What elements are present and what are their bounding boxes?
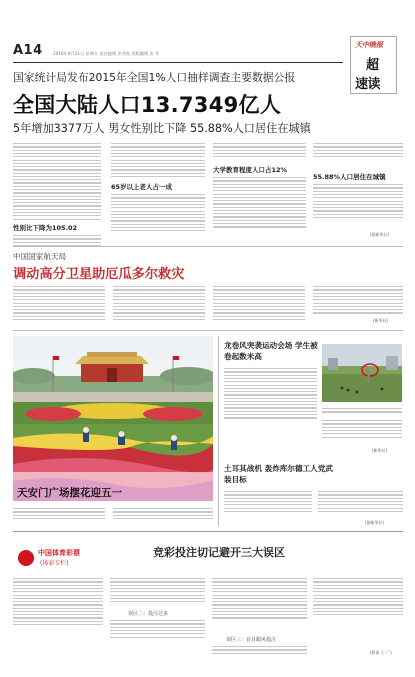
lead-headline: 全国大陆人口13.7349亿人: [13, 93, 282, 117]
lead-col4-text-b: [313, 182, 403, 220]
lead-subhead: 5年增加3377万人 男女性别比下降 55.88%人口居住在城镇: [13, 122, 311, 135]
lead-subtitle-urban: 55.88%人口居住在城镇: [313, 173, 386, 181]
lottery-logo-line2: (体彩专栏): [40, 560, 69, 567]
story3-text-b: [322, 418, 402, 440]
bottom-col4: [313, 576, 403, 617]
lead-subtitle-elderly: 65岁以上老人占一成: [111, 183, 173, 191]
story3-headline: [224, 340, 324, 362]
lottery-logo-line1: 中国体育彩票: [38, 549, 80, 557]
story2-kicker: 中国国家航天局: [13, 252, 67, 261]
bottom-credit: (彩体 于 广): [370, 650, 392, 655]
lead-credit: (据新华社): [370, 232, 390, 237]
lead-col2-text: [111, 141, 205, 179]
story4-headline-text: 土耳其战机 轰炸库尔德工人党武装目标: [224, 464, 333, 484]
bottom-col3: [212, 576, 307, 621]
tiananmen-flowers-photo: [13, 336, 213, 501]
bottom-col1: [13, 576, 103, 627]
bottom-col2: [110, 576, 205, 604]
divider-1: [13, 246, 403, 247]
badge-char-1: 超: [366, 58, 380, 73]
tornado-photo: [322, 344, 402, 402]
lottery-logo-mark: [18, 550, 34, 566]
story4-col2: [318, 489, 403, 514]
bottom-col3-b: [212, 644, 307, 656]
story2-col4: [313, 284, 403, 316]
dateline: 2016年4月21日 星期五 责任编辑 张秀锐 图版编辑 张 华: [53, 51, 160, 56]
story2-headline: 调动高分卫星助厄瓜多尔救灾: [13, 267, 185, 282]
badge-char-2: 速读: [355, 77, 381, 92]
tornado-caption: [322, 406, 402, 415]
page-label: A14: [13, 43, 43, 58]
lead-subtitle-education: 大学教育程度人口占12%: [213, 166, 288, 174]
story2-col1: [13, 284, 105, 322]
divider-2: [13, 330, 403, 331]
photo-story-headline: 天安门广场摆花迎五一: [17, 487, 122, 499]
story2-col2: [113, 284, 205, 322]
bottom-subtitle-2: 误区二：投注过多: [128, 611, 169, 617]
bottom-subtitle-3: 误区三：盲目跟风投注: [226, 637, 277, 643]
photo-caption-col1: [13, 506, 105, 521]
story3-text: [224, 366, 317, 421]
story3-headline-text: 龙卷风突袭运动会场 学生被卷起数米高: [224, 341, 318, 361]
bottom-col2-b: [110, 618, 205, 640]
lead-col4-text: [313, 141, 403, 160]
speed-read-badge: [350, 36, 397, 94]
lead-col1-text: [13, 141, 101, 222]
header-rule: [13, 62, 343, 63]
tiananmen-flowers-image: [13, 336, 213, 501]
story4-headline: [224, 463, 334, 485]
lead-subtitle-gender: 性别比下降为105.02: [13, 224, 78, 232]
lottery-logo: [18, 548, 88, 570]
divider-3: [13, 531, 403, 532]
tornado-image: [322, 344, 402, 402]
column-divider: [218, 336, 219, 526]
lead-col3-text-b: [213, 175, 306, 230]
story2-credit: (新华社): [373, 318, 389, 323]
story3-credit: (新华社): [372, 448, 388, 453]
story4-col1: [224, 489, 312, 514]
lead-col3-text: [213, 141, 306, 160]
newspaper-logo: 天中晚报: [355, 40, 383, 49]
story4-credit: (据新华社): [365, 520, 385, 525]
lead-kicker: 国家统计局发布2015年全国1%人口抽样调查主要数据公报: [13, 71, 296, 84]
story2-col3: [213, 284, 305, 322]
lead-col2-text-b: [111, 192, 205, 233]
bottom-headline: 竞彩投注切记避开三大误区: [153, 546, 285, 559]
photo-caption-col2: [113, 506, 213, 521]
